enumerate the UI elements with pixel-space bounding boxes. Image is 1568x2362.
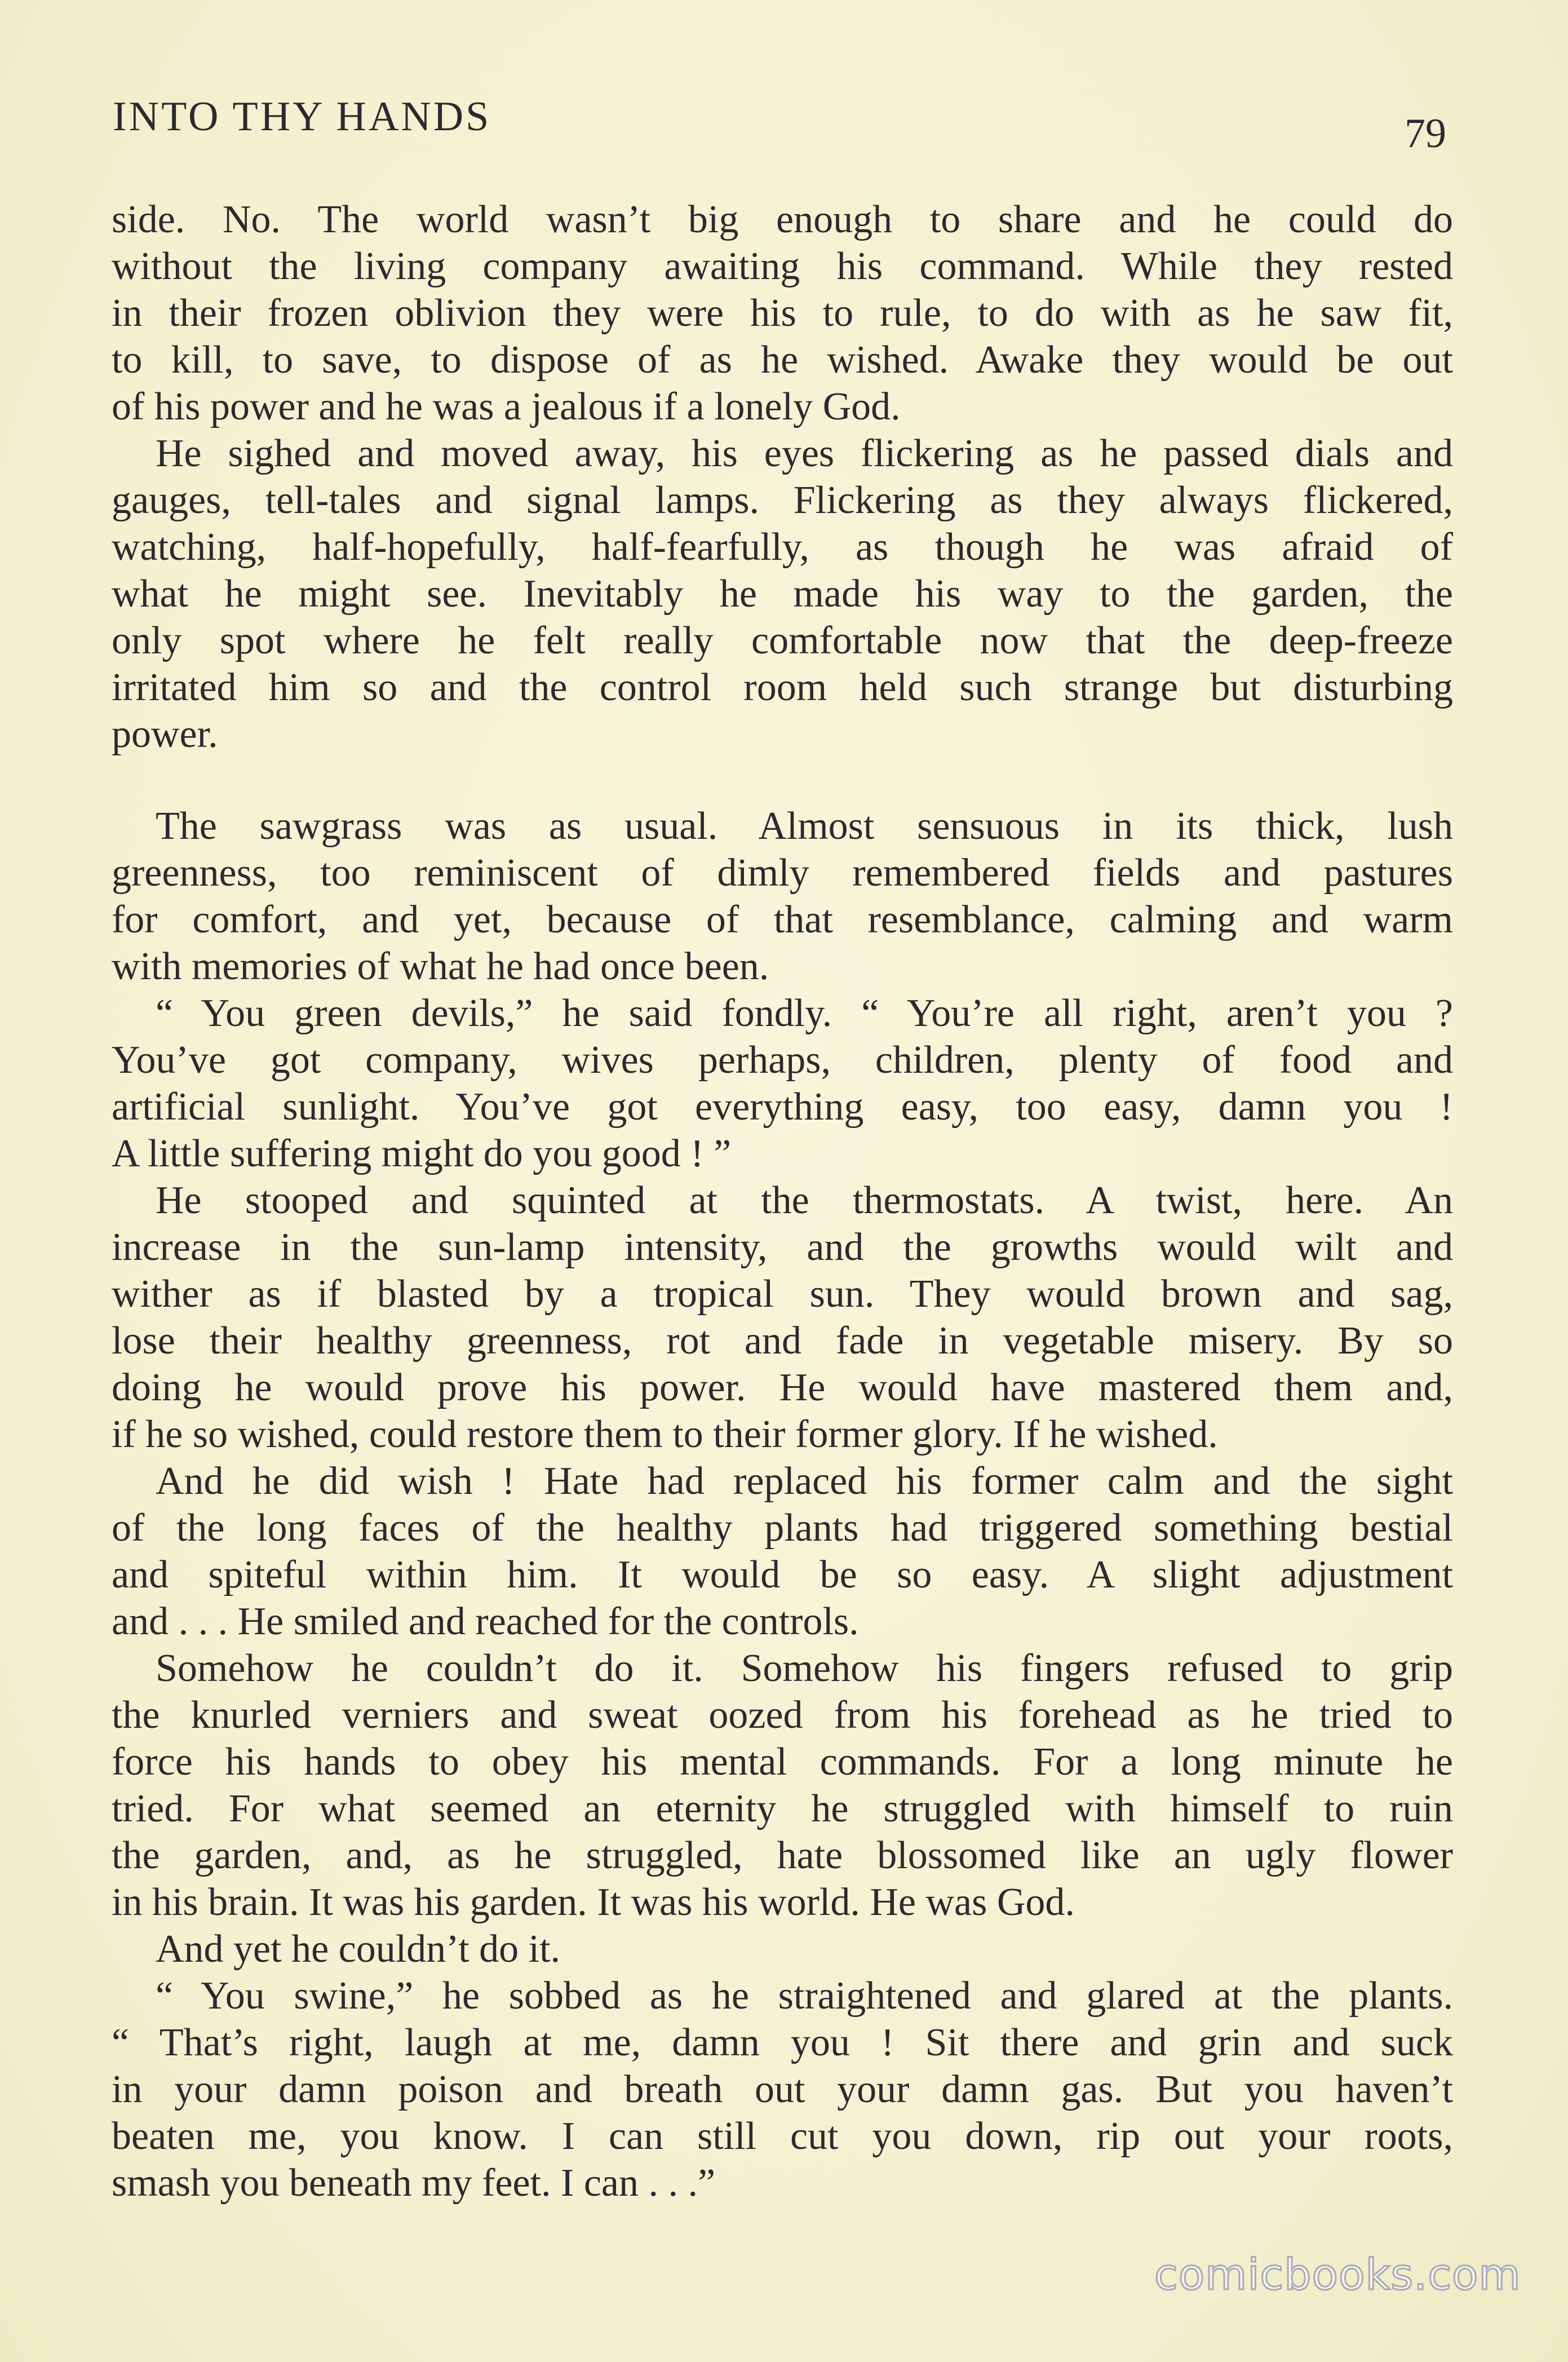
text-line: wither as if blasted by a tropical sun. They would brown and sag,	[112, 1272, 1453, 1316]
text-line: to kill, to save, to dispose of as he wished. Awake they would be out	[112, 338, 1453, 382]
text-line: if he so wished, could restore them to their former glory. If he wished.	[112, 1413, 1218, 1456]
body-text	[112, 196, 1453, 2206]
text-line: doing he would prove his power. He would have mastered them and,	[112, 1366, 1453, 1409]
text-line: in their frozen oblivion they were his to rule, to do with as he saw fit,	[112, 291, 1453, 335]
text-line: side. No. The world wasn’t big enough to share and he could do	[112, 198, 1453, 241]
text-line: beaten me, you know. I can still cut you down, rip out your roots,	[112, 2115, 1453, 2158]
text-line: and spiteful within him. It would be so easy. A slight adjustment	[112, 1553, 1453, 1596]
text-line: smash you beneath my feet. I can . . .”	[112, 2161, 716, 2205]
text-line: increase in the sun-lamp intensity, and the growths would wilt and	[112, 1226, 1453, 1269]
text-line: “ You green devils,” he said fondly. “ You’re all right, aren’t you ?	[156, 992, 1453, 1035]
text-line: irritated him so and the control room held such strange but disturbing	[112, 666, 1453, 709]
text-line: tried. For what seemed an eternity he struggled with himself to ruin	[112, 1787, 1453, 1830]
text-line: And he did wish ! Hate had replaced his former calm and the sight	[156, 1459, 1453, 1503]
text-line: power.	[112, 713, 218, 756]
text-line: Somehow he couldn’t do it. Somehow his fingers refused to grip	[156, 1647, 1453, 1690]
text-line: in his brain. It was his garden. It was his world. He was God.	[112, 1881, 1075, 1924]
text-line: gauges, tell-tales and signal lamps. Flickering as they always flickered,	[112, 479, 1453, 522]
text-line: “ You swine,” he sobbed as he straightened and glared at the plants.	[156, 1974, 1453, 2018]
page-number: 79	[1405, 110, 1446, 157]
running-title: INTO THY HANDS	[113, 94, 491, 140]
text-line: only spot where he felt really comfortable now that the deep-freeze	[112, 619, 1453, 662]
text-line: for comfort, and yet, because of that resemblance, calming and warm	[112, 898, 1453, 941]
text-line: without the living company awaiting his command. While they rested	[112, 245, 1453, 288]
text-line: The sawgrass was as usual. Almost sensuous in its thick, lush	[156, 804, 1453, 848]
text-line: with memories of what he had once been.	[112, 945, 769, 988]
text-line: You’ve got company, wives perhaps, children, plenty of food and	[112, 1038, 1453, 1082]
text-line: A little suffering might do you good ! ”	[112, 1132, 732, 1175]
text-line: the garden, and, as he struggled, hate blossomed like an ugly flower	[112, 1834, 1453, 1877]
watermark-logo: comicbooks.com	[1154, 2249, 1521, 2299]
text-line: of his power and he was a jealous if a lonely God.	[112, 385, 901, 428]
text-line: in your damn poison and breath out your damn gas. But you haven’t	[112, 2068, 1453, 2111]
text-line: of the long faces of the healthy plants had triggered something bestial	[112, 1506, 1453, 1550]
section-break	[112, 758, 1453, 803]
text-line: And yet he couldn’t do it.	[156, 1927, 561, 1971]
text-line: the knurled verniers and sweat oozed from his forehead as he tried to	[112, 1693, 1453, 1737]
text-line: He sighed and moved away, his eyes flickering as he passed dials and	[156, 432, 1453, 475]
text-line: He stooped and squinted at the thermostats. A twist, here. An	[156, 1179, 1453, 1222]
text-line: what he might see. Inevitably he made his way to the garden, the	[112, 572, 1453, 616]
text-line: lose their healthy greenness, rot and fade in vegetable misery. By so	[112, 1319, 1453, 1363]
text-line: watching, half-hopefully, half-fearfully, as though he was afraid of	[112, 525, 1453, 569]
text-line: and . . . He smiled and reached for the controls.	[112, 1600, 859, 1643]
text-line: “ That’s right, laugh at me, damn you ! Sit there and grin and suck	[112, 2021, 1453, 2064]
text-line: force his hands to obey his mental commands. For a long minute he	[112, 1740, 1453, 1784]
text-line: artificial sunlight. You’ve got everything easy, too easy, damn you !	[112, 1085, 1453, 1129]
text-line: greenness, too reminiscent of dimly remembered fields and pastures	[112, 851, 1453, 895]
